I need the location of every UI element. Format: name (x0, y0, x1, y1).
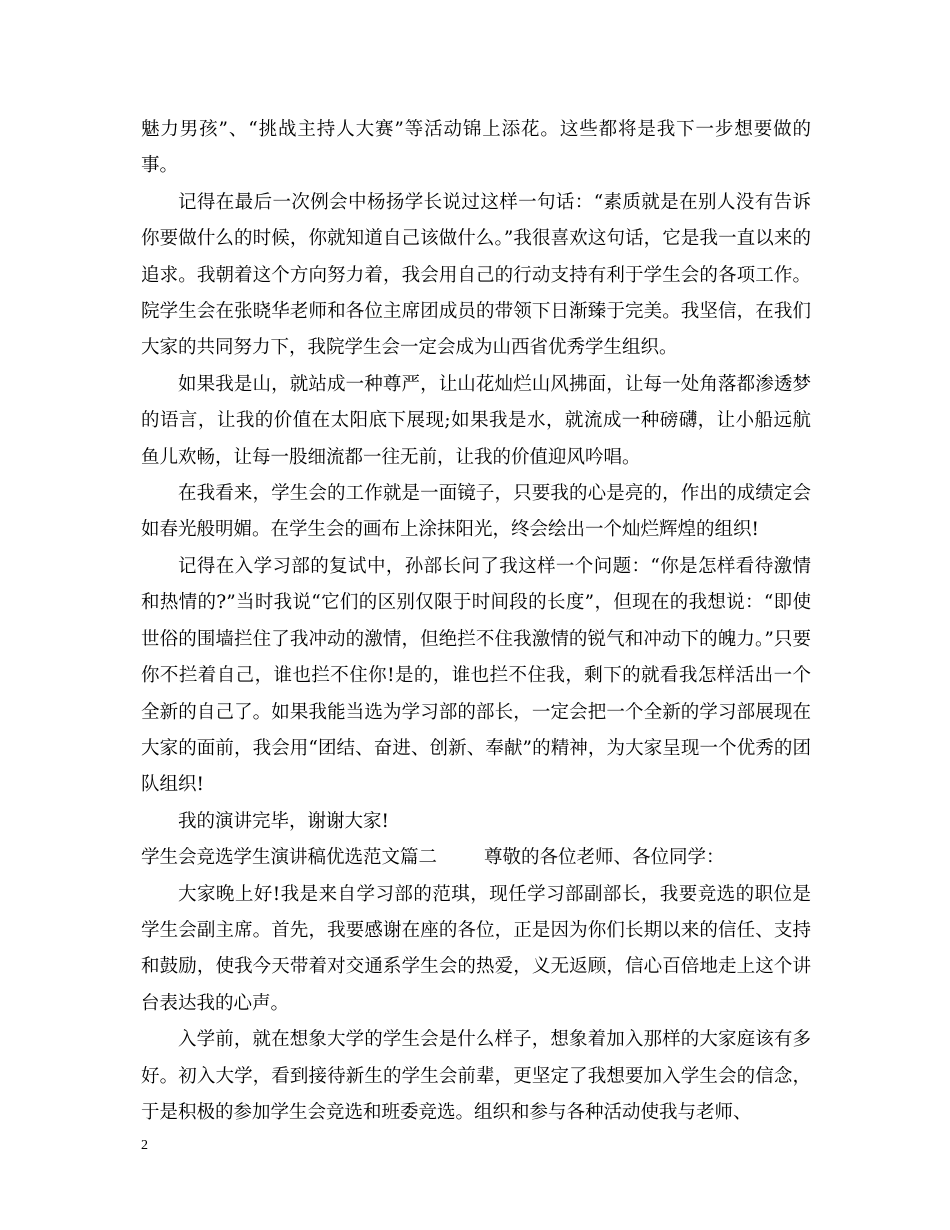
paragraph-8: 入学前，就在想象大学的学生会是什么样子，想象着加入那样的大家庭该有多好。初入大学，看到接待新生的学生会前辈，更坚定了我想要加入学生会的信念，于是积极的参加学生会竞选和班委竞选。组织和参与各种活动使我与老师、 (141, 1029, 811, 1123)
paragraph-7: 大家晚上好!我是来自学习部的范琪，现任学习部副部长，我要竞选的职位是学生会副主席。首先，我要感谢在座的各位，正是因为你们长期以来的信任、支持和鼓励，使我今天带着对交通系学生会的热爱，义无返顾，信心百倍地走上这个讲台表达我的心声。 (141, 883, 811, 1014)
section-heading: 学生会竞选学生演讲稿优选范文篇二 尊敬的各位老师、各位同学： (141, 847, 725, 869)
paragraph-6: 我的演讲完毕，谢谢大家! (178, 810, 389, 832)
paragraph-1: 魅力男孩”、“挑战主持人大赛”等活动锦上添花。这些都将是我下一步想要做的事。 (141, 119, 811, 177)
paragraph-5: 记得在入学习部的复试中，孙部长问了我这样一个问题：“你是怎样看待激情和热情的?”当时我说“它们的区别仅限于时间段的长度”，但现在的我想说：“即使世俗的围墙拦住了我冲动的激情，但绝拦不住我激情的锐气和冲动下的魄力。”只要你不拦着自己，谁也拦不住你!是的，谁也拦不住我，剩下的就看我怎样活出一个全新的自己了。如果我能当选为学习部的部长，一定会把一个全新的学习部展现在大家的面前，我会用“团结、奋进、创新、奉献”的精神，为大家呈现一个优秀的团队组织! (141, 555, 811, 796)
document-body (141, 112, 811, 1131)
paragraph-4: 在我看来，学生会的工作就是一面镜子，只要我的心是亮的，作出的成绩定会如春光般明媚。在学生会的画布上涂抹阳光，终会绘出一个灿烂辉煌的组织! (141, 483, 811, 541)
paragraph-2: 记得在最后一次例会中杨扬学长说过这样一句话：“素质就是在别人没有告诉你要做什么的时候，你就知道自己该做什么。”我很喜欢这句话，它是我一直以来的追求。我朝着这个方向努力着，我会用自己的行动支持有利于学生会的各项工作。院学生会在张晓华老师和各位主席团成员的带领下日渐臻于完美。我坚信，在我们大家的共同努力下，我院学生会一定会成为山西省优秀学生组织。 (141, 191, 811, 359)
page-number: 2 (141, 1138, 148, 1153)
paragraph-3: 如果我是山，就站成一种尊严，让山花灿烂山风拂面，让每一处角落都渗透梦的语言，让我的价值在太阳底下展现;如果我是水，就流成一种磅礴，让小船远航鱼儿欢畅，让每一股细流都一往无前，让我的价值迎风吟唱。 (141, 373, 811, 468)
